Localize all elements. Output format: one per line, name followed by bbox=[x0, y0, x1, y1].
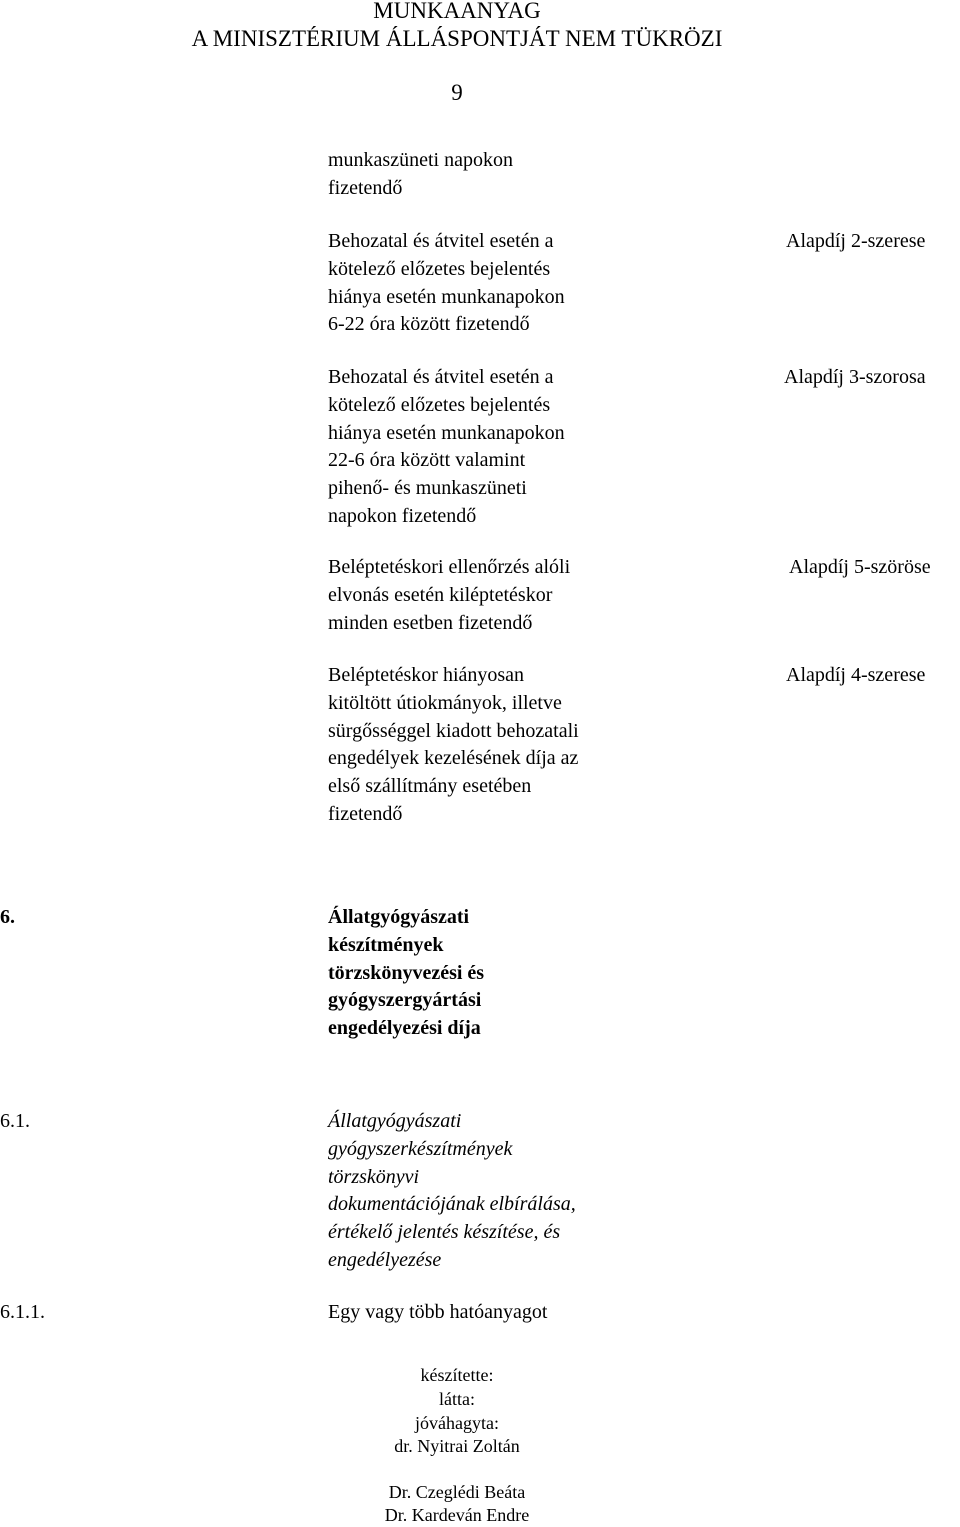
text-line: törzskönyvezési és bbox=[328, 961, 485, 984]
text-line: gyógyszergyártási bbox=[328, 989, 482, 1012]
subsection-heading bbox=[328, 1108, 576, 1275]
text-line: hiánya esetén munkanapokon bbox=[328, 421, 565, 444]
text-line: értékelő jelentés készítése, és bbox=[328, 1221, 561, 1244]
text-line: napokon fizetendő bbox=[328, 504, 477, 527]
text-line: engedélyek kezelésének díja az bbox=[328, 747, 579, 770]
text-line: Állatgyógyászati bbox=[328, 1110, 462, 1132]
text-line: Behozatal és átvitel esetén a bbox=[328, 230, 554, 252]
signatory-name: dr. Nyitrai Zoltán bbox=[394, 1436, 520, 1456]
seen-label: látta: bbox=[439, 1389, 475, 1409]
text-line: kötelező előzetes bejelentés bbox=[328, 257, 551, 280]
text-line: készítmények bbox=[328, 933, 444, 956]
fee-row-description bbox=[328, 554, 570, 637]
prepared-label: készítette: bbox=[420, 1365, 494, 1385]
signatory-name: Dr. Kardeván Endre bbox=[384, 1505, 530, 1525]
text-line: engedélyezése bbox=[328, 1248, 442, 1271]
text-line: pihenő- és munkaszüneti bbox=[328, 477, 527, 500]
text-line: engedélyezési díja bbox=[328, 1017, 481, 1040]
text-line: kitöltött útiokmányok, illetve bbox=[328, 691, 562, 714]
text-line: 6-22 óra között fizetendő bbox=[328, 313, 530, 336]
header-line-1: MUNKAANYAG bbox=[373, 0, 541, 23]
text-line: fizetendő bbox=[328, 176, 403, 199]
section-text: Egy vagy több hatóanyagot bbox=[328, 1301, 548, 1323]
fee-row-description bbox=[328, 147, 513, 203]
text-line: Beléptetéskor hiányosan bbox=[328, 664, 525, 686]
text-line: elvonás esetén kiléptetéskor bbox=[328, 583, 553, 606]
approved-label: jóváhagyta: bbox=[415, 1413, 499, 1433]
text-line: fizetendő bbox=[328, 802, 403, 825]
fee-row-description bbox=[328, 662, 579, 829]
text-line: Behozatal és átvitel esetén a bbox=[328, 366, 554, 388]
text-line: törzskönyvi bbox=[328, 1165, 420, 1188]
fee-value: Alapdíj 4-szerese bbox=[786, 664, 926, 686]
text-line: kötelező előzetes bejelentés bbox=[328, 393, 551, 416]
text-line: gyógyszerkészítmények bbox=[328, 1137, 513, 1160]
text-line: hiánya esetén munkanapokon bbox=[328, 285, 565, 308]
text-line: Állatgyógyászati bbox=[328, 906, 470, 928]
section-number: 6.1.1. bbox=[0, 1301, 45, 1323]
section-heading bbox=[328, 904, 484, 1043]
text-line: sürgősséggel kiadott behozatali bbox=[328, 719, 579, 742]
text-line: első szállítmány esetében bbox=[328, 775, 532, 798]
text-line: munkaszüneti napokon bbox=[328, 149, 513, 171]
fee-value: Alapdíj 2-szerese bbox=[786, 230, 926, 252]
header-line-2: A MINISZTÉRIUM ÁLLÁSPONTJÁT NEM TÜKRÖZI bbox=[191, 26, 723, 51]
fee-row-description bbox=[328, 228, 565, 339]
text-line: Beléptetéskori ellenőrzés alóli bbox=[328, 556, 571, 578]
text-line: minden esetben fizetendő bbox=[328, 611, 533, 634]
signatory-name: Dr. Czeglédi Beáta bbox=[388, 1482, 526, 1502]
fee-value: Alapdíj 5-szöröse bbox=[789, 556, 931, 578]
fee-value: Alapdíj 3-szorosa bbox=[784, 366, 926, 388]
text-line: dokumentációjának elbírálása, bbox=[328, 1193, 576, 1216]
section-number: 6. bbox=[0, 906, 15, 928]
text-line: 22-6 óra között valamint bbox=[328, 449, 526, 472]
page-number: 9 bbox=[451, 80, 463, 105]
fee-row-description bbox=[328, 364, 565, 531]
section-number: 6.1. bbox=[0, 1110, 30, 1132]
